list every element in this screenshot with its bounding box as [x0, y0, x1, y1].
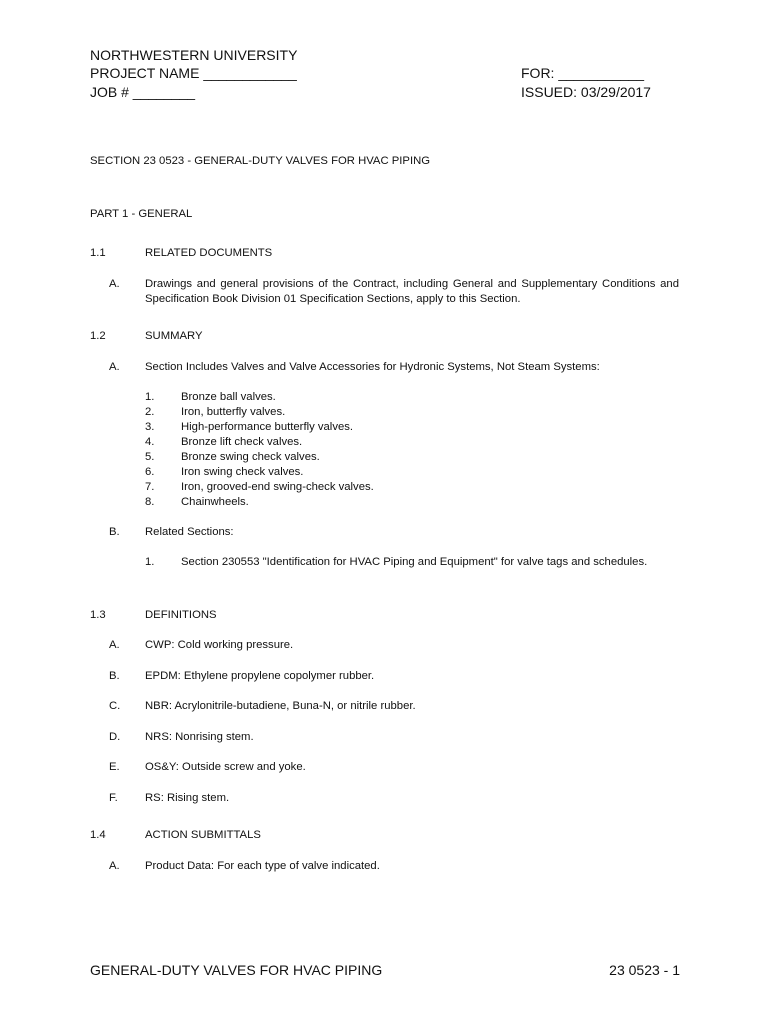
article-number: 1.2: [90, 330, 106, 342]
paragraph-text: Product Data: For each type of valve indicated.: [145, 860, 380, 872]
footer-title: GENERAL-DUTY VALVES FOR HVAC PIPING: [90, 962, 383, 978]
paragraph-label: A.: [109, 860, 120, 872]
article-title: DEFINITIONS: [145, 609, 217, 621]
list-item-num: 7.: [145, 481, 155, 493]
list-item-num: 1.: [145, 391, 155, 403]
article-number: 1.1: [90, 247, 106, 259]
article-number: 1.3: [90, 609, 106, 621]
paragraph-text: Related Sections:: [145, 526, 234, 538]
definition-text: NRS: Nonrising stem.: [145, 731, 254, 743]
issued-date: ISSUED: 03/29/2017: [521, 84, 651, 100]
list-item-num: 3.: [145, 421, 155, 433]
part-heading: PART 1 - GENERAL: [90, 208, 193, 220]
list-item: Bronze lift check valves.: [181, 436, 303, 448]
list-item-num: 5.: [145, 451, 155, 463]
paragraph-label: E.: [109, 761, 120, 773]
list-item: High-performance butterfly valves.: [181, 421, 354, 433]
paragraph-label: C.: [109, 700, 121, 712]
paragraph-label: D.: [109, 731, 121, 743]
article-number: 1.4: [90, 829, 106, 841]
definition-text: CWP: Cold working pressure.: [145, 639, 294, 651]
list-item-num: 2.: [145, 406, 155, 418]
list-item-num: 6.: [145, 466, 155, 478]
job-number: JOB # ________: [90, 84, 196, 100]
paragraph-text: Drawings and general provisions of the Contract, including General and Supplementary Conditions and Specification Book Division 01 Specification Sections, apply to this Section.: [145, 278, 679, 305]
list-item: Section 230553 "Identification for HVAC Piping and Equipment" for valve tags and schedules.: [181, 556, 648, 568]
paragraph-label: A.: [109, 278, 120, 290]
list-item: Iron, grooved-end swing-check valves.: [181, 481, 374, 493]
list-item: Chainwheels.: [181, 496, 249, 508]
definition-text: EPDM: Ethylene propylene copolymer rubber.: [145, 670, 375, 682]
paragraph-text: Section Includes Valves and Valve Accessories for Hydronic Systems, Not Steam Systems:: [145, 361, 600, 373]
list-item: Iron, butterfly valves.: [181, 406, 286, 418]
definition-text: NBR: Acrylonitrile-butadiene, Buna-N, or nitrile rubber.: [145, 700, 416, 712]
list-item-num: 8.: [145, 496, 155, 508]
list-item-num: 1.: [145, 556, 155, 568]
page-number: 23 0523 - 1: [609, 962, 680, 978]
paragraph-label: A.: [109, 639, 120, 651]
paragraph-label: F.: [109, 792, 118, 804]
definition-text: OS&Y: Outside screw and yoke.: [145, 761, 306, 773]
article-title: RELATED DOCUMENTS: [145, 247, 273, 259]
section-title: SECTION 23 0523 - GENERAL-DUTY VALVES FOR HVAC PIPING: [90, 155, 431, 167]
list-item: Iron swing check valves.: [181, 466, 304, 478]
paragraph-label: B.: [109, 670, 120, 682]
org-name: NORTHWESTERN UNIVERSITY: [90, 47, 298, 63]
paragraph-label: A.: [109, 361, 120, 373]
for-field: FOR: ___________: [521, 65, 644, 81]
definition-text: RS: Rising stem.: [145, 792, 230, 804]
article-title: SUMMARY: [145, 330, 203, 342]
article-title: ACTION SUBMITTALS: [145, 829, 261, 841]
paragraph-label: B.: [109, 526, 120, 538]
list-item: Bronze ball valves.: [181, 391, 276, 403]
list-item-num: 4.: [145, 436, 155, 448]
project-name: PROJECT NAME ____________: [90, 65, 297, 81]
list-item: Bronze swing check valves.: [181, 451, 320, 463]
